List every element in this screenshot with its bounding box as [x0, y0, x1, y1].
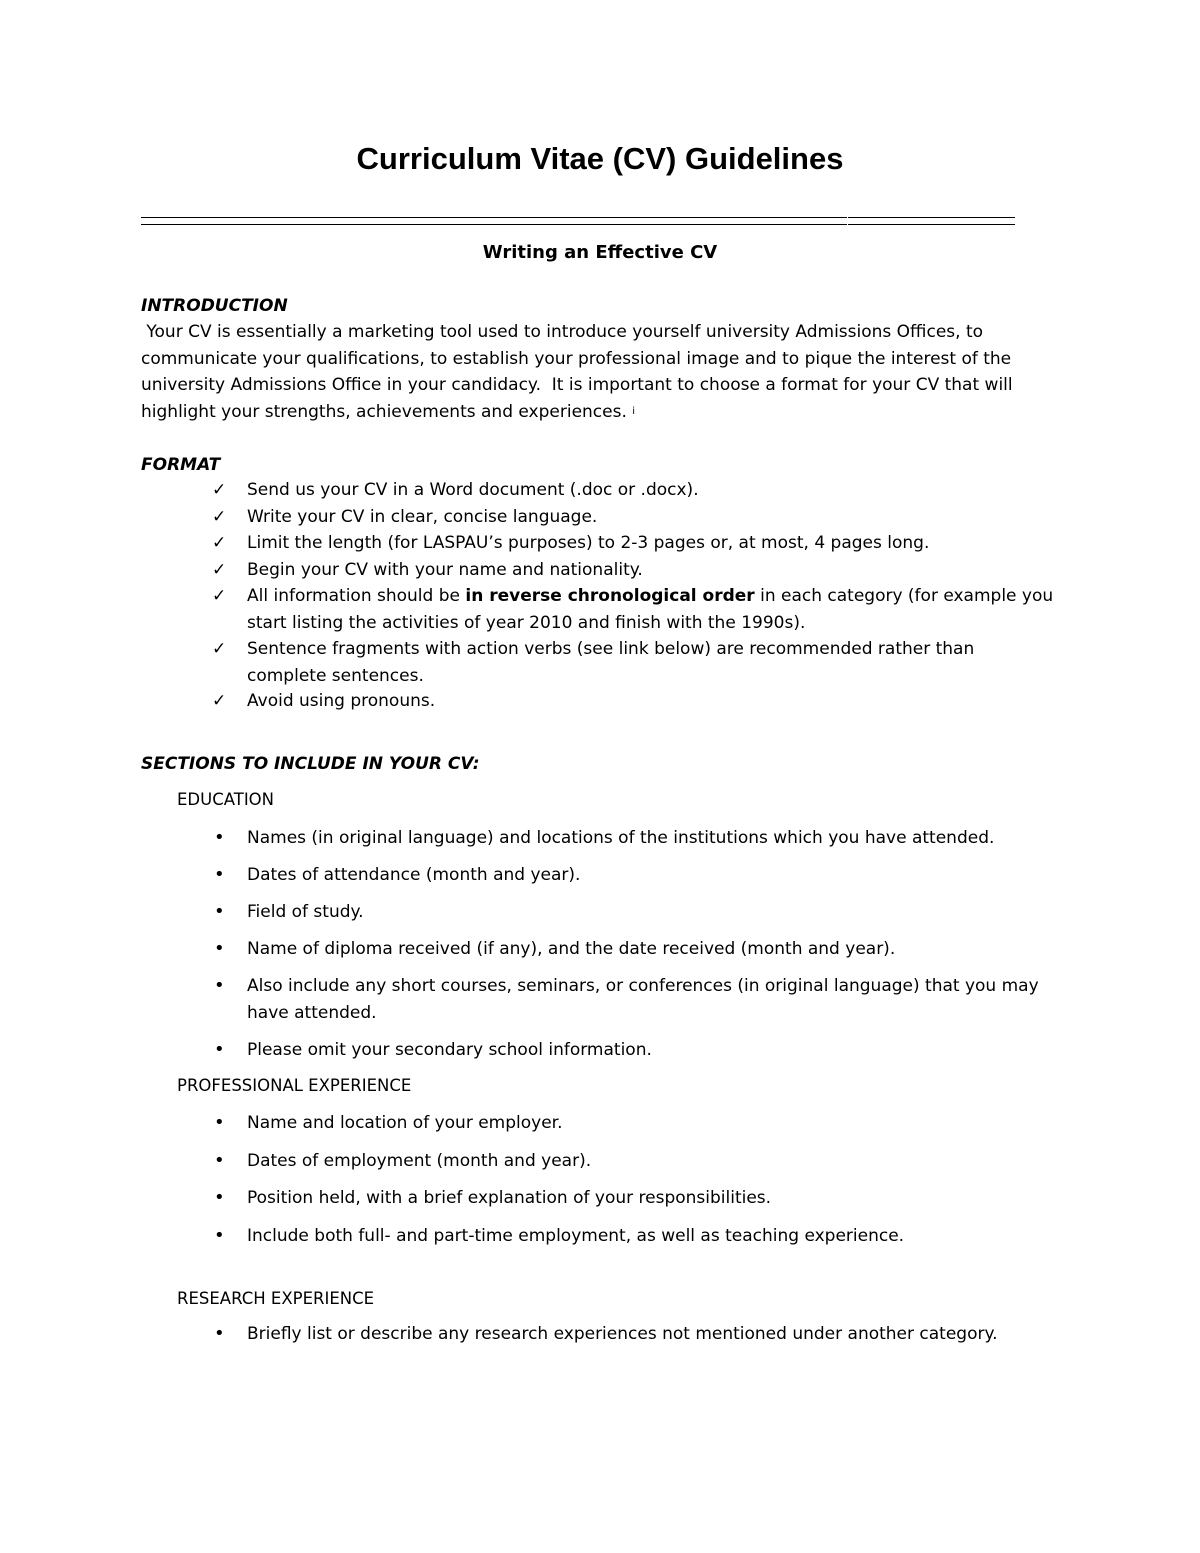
sections-heading: SECTIONS TO INCLUDE IN YOUR CV:: [141, 754, 480, 774]
format-item-line: [247, 583, 1053, 610]
research-experience-label: RESEARCH EXPERIENCE: [177, 1289, 375, 1308]
professional-experience-label: PROFESSIONAL EXPERIENCE: [177, 1076, 412, 1095]
format-item-text: complete sentences.: [247, 665, 424, 686]
education-label: EDUCATION: [177, 790, 275, 809]
research-item-text: Briefly list or describe any research experiences not mentioned under another category.: [247, 1324, 998, 1344]
checkmark-icon: ✓: [212, 639, 227, 659]
education-item-text: have attended.: [247, 1002, 377, 1023]
bullet-icon: •: [214, 938, 225, 959]
format-item-text: start listing the activities of year 2010 and finish with the 1990s).: [247, 612, 806, 633]
checkmark-icon: ✓: [212, 691, 227, 711]
introduction-heading: INTRODUCTION: [141, 296, 288, 316]
checkmark-icon: ✓: [212, 507, 227, 527]
checkmark-icon: ✓: [212, 560, 227, 580]
bullet-icon: •: [214, 827, 225, 848]
checkmark-icon: ✓: [212, 480, 227, 500]
introduction-line: university Admissions Office in your candidacy. It is important to choose a format for your CV that will: [141, 375, 1013, 395]
bullet-icon: •: [214, 901, 225, 922]
education-item-text: Field of study.: [247, 902, 364, 922]
document-title: Curriculum Vitae (CV) Guidelines: [356, 141, 844, 176]
bullet-icon: •: [214, 864, 225, 885]
introduction-last-line: [141, 399, 1061, 426]
format-heading: FORMAT: [141, 455, 221, 475]
introduction-paragraph: [141, 319, 1061, 425]
format-item-text: Begin your CV with your name and nationality.: [247, 560, 643, 580]
professional-item-text: Dates of employment (month and year).: [247, 1151, 592, 1171]
format-item-text: Send us your CV in a Word document (.doc or .docx).: [247, 480, 699, 500]
checkmark-icon: ✓: [212, 586, 227, 606]
professional-item-text: Include both full- and part-time employment, as well as teaching experience.: [247, 1226, 905, 1246]
introduction-line: communicate your qualifications, to establish your professional image and to pique the interest of the: [141, 348, 1012, 369]
bullet-icon: •: [214, 1225, 225, 1246]
education-item-text: Dates of attendance (month and year).: [247, 865, 581, 885]
education-item-text: Please omit your secondary school information.: [247, 1040, 652, 1060]
introduction-line: Your CV is essentially a marketing tool used to introduce yourself university Admissions Offices, to: [141, 322, 984, 342]
bullet-icon: •: [214, 1187, 225, 1208]
format-item-text: Sentence fragments with action verbs (see link below) are recommended rather than: [247, 639, 975, 659]
footnote-mark: i: [632, 405, 636, 417]
bullet-icon: •: [214, 1039, 225, 1060]
format-item-text: All information should be: [247, 586, 466, 606]
checkmark-icon: ✓: [212, 533, 227, 553]
bullet-icon: •: [214, 1112, 225, 1133]
bullet-icon: •: [214, 1323, 225, 1344]
professional-item-text: Name and location of your employer.: [247, 1113, 563, 1133]
format-item-text: in each category (for example you: [754, 586, 1054, 606]
format-item-text: Write your CV in clear, concise language.: [247, 507, 598, 527]
education-item-text: Names (in original language) and locations of the institutions which you have attended.: [247, 828, 995, 848]
bullet-icon: •: [214, 1150, 225, 1171]
title-rule-bottom: [141, 224, 1015, 225]
rule-gap: [847, 213, 848, 228]
format-item-text: Avoid using pronouns.: [247, 691, 436, 711]
education-item-text: Also include any short courses, seminars, or conferences (in original language) that you may: [247, 976, 1039, 996]
document-subtitle: Writing an Effective CV: [482, 242, 718, 263]
bullet-icon: •: [214, 975, 225, 996]
format-item-text: Limit the length (for LASPAU’s purposes) to 2-3 pages or, at most, 4 pages long.: [247, 533, 930, 553]
title-rule-top: [141, 217, 1015, 218]
introduction-line: highlight your strengths, achievements and experiences.: [141, 401, 633, 422]
education-item-text: Name of diploma received (if any), and the date received (month and year).: [247, 939, 896, 959]
format-item-emphasis: in reverse chronological order: [465, 586, 755, 606]
professional-item-text: Position held, with a brief explanation of your responsibilities.: [247, 1188, 772, 1208]
